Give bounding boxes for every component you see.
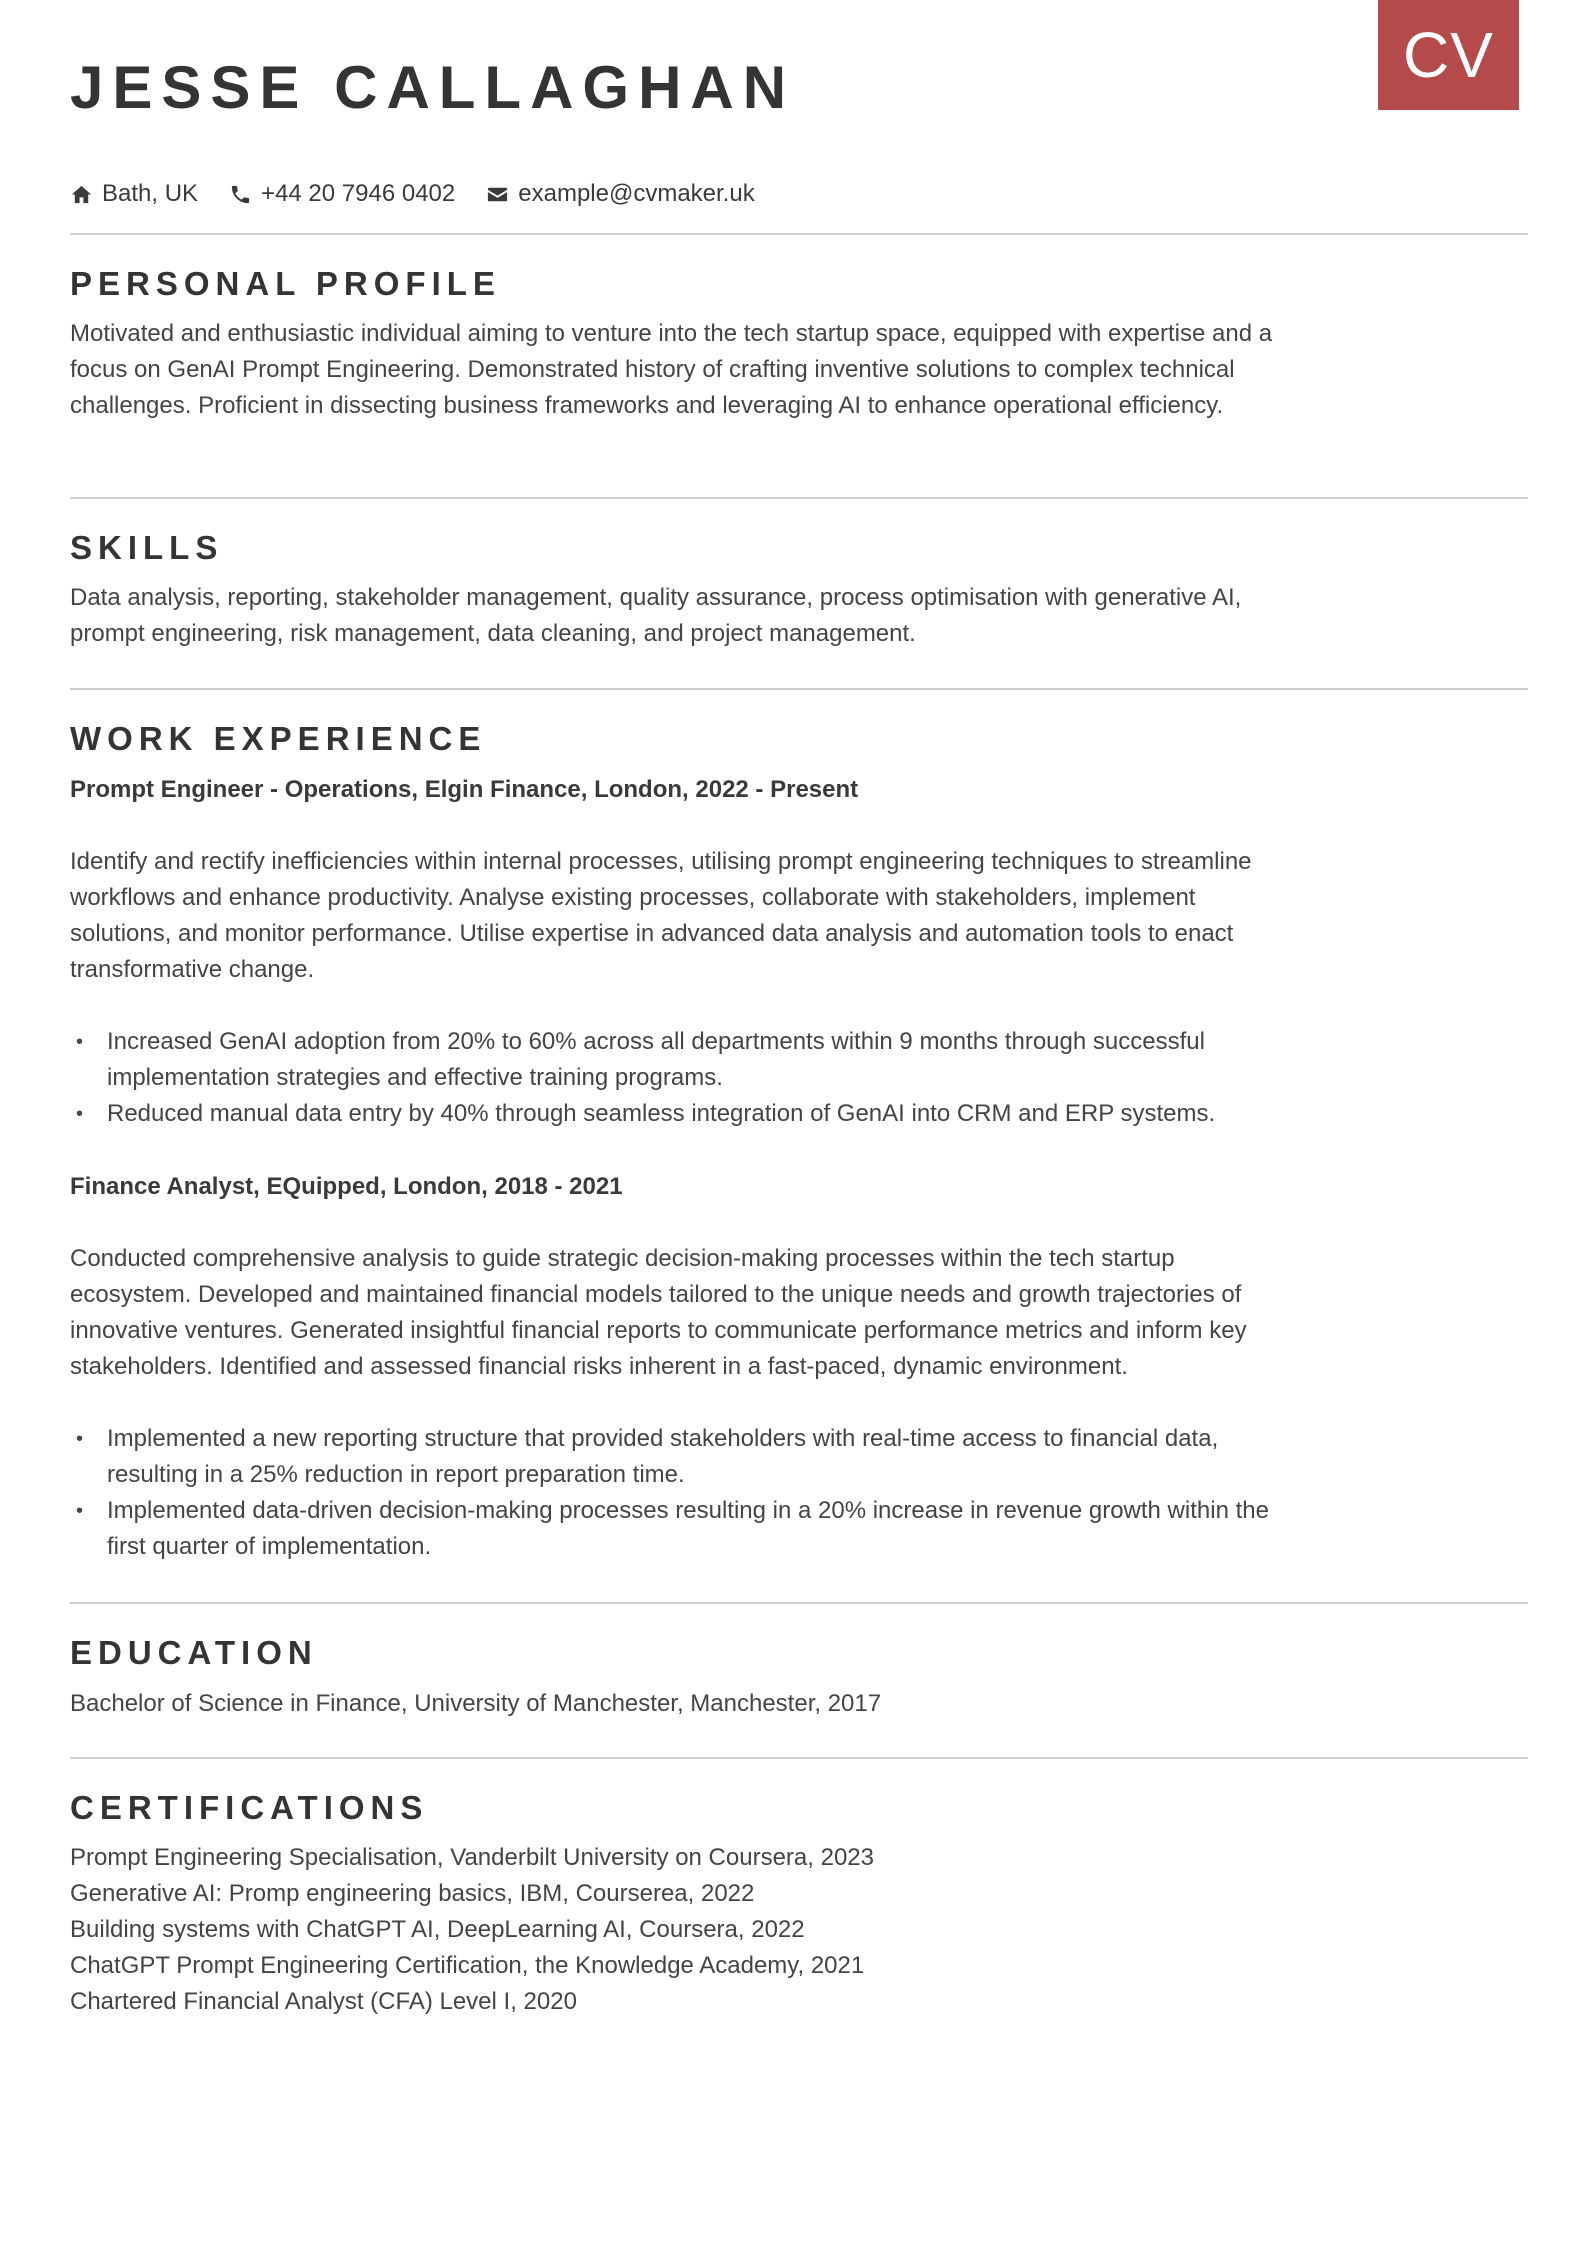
candidate-name: JESSE CALLAGHAN: [70, 54, 796, 121]
list-item: Generative AI: Promp engineering basics, IBM, Courserea, 2022: [70, 1880, 755, 1907]
job-achievements: [70, 1421, 1285, 1565]
section-title-skills: SKILLS: [70, 529, 224, 566]
bullet-icon: •: [76, 1428, 84, 1450]
section-title-experience: WORK EXPERIENCE: [70, 720, 487, 757]
list-item: ChatGPT Prompt Engineering Certification, the Knowledge Academy, 2021: [70, 1952, 865, 1979]
email-text[interactable]: example@cvmaker.uk: [518, 180, 755, 207]
job-title: Prompt Engineer - Operations, Elgin Finance, London, 2022 - Present: [70, 776, 859, 803]
list-item: [70, 1024, 1285, 1096]
divider: [70, 233, 1528, 235]
list-item: [70, 1096, 1285, 1132]
achievement-text: Reduced manual data entry by 40% through seamless integration of GenAI into CRM and ERP systems.: [107, 1100, 1216, 1127]
achievement-text: Implemented a new reporting structure that provided stakeholders with real-time access to financial data, resulting in a 25% reduction in report preparation time.: [107, 1425, 1219, 1488]
job-description: Identify and rectify inefficiencies within internal processes, utilising prompt engineering techniques to streamline workflows and enhance productivity. Analyse existing processes, collaborate with stakeholders, implement solutions, and monitor performance. Utilise expertise in advanced data analysis and automation tools to enact transformative change.: [70, 848, 1252, 983]
job-title: Finance Analyst, EQuipped, London, 2018 - 2021: [70, 1173, 623, 1200]
list-item: Building systems with ChatGPT AI, DeepLearning AI, Coursera, 2022: [70, 1916, 805, 1943]
list-item: Prompt Engineering Specialisation, Vanderbilt University on Coursera, 2023: [70, 1844, 874, 1871]
list-item: [70, 1493, 1285, 1565]
bullet-icon: •: [76, 1031, 84, 1053]
divider: [70, 1602, 1528, 1604]
contact-email: [486, 176, 754, 212]
list-item: Chartered Financial Analyst (CFA) Level I, 2020: [70, 1988, 577, 2015]
section-title-education: EDUCATION: [70, 1634, 318, 1671]
profile-text: Motivated and enthusiastic individual aiming to venture into the tech startup space, equipped with expertise and a focus on GenAI Prompt Engineering. Demonstrated history of crafting inventive solutions to complex technical challenges. Proficient in dissecting business frameworks and leveraging AI to enhance operational efficiency.: [70, 320, 1273, 419]
contact-bar: [70, 176, 786, 212]
envelope-icon: [486, 183, 509, 206]
divider: [70, 497, 1528, 499]
certifications-list: [70, 1840, 874, 2020]
job-achievements: [70, 1024, 1285, 1132]
education-text: Bachelor of Science in Finance, University of Manchester, Manchester, 2017: [70, 1690, 882, 1717]
bullet-icon: •: [76, 1500, 84, 1522]
divider: [70, 1757, 1528, 1759]
achievement-text: Implemented data-driven decision-making processes resulting in a 20% increase in revenue growth within the first quarter of implementation.: [107, 1497, 1269, 1560]
phone-icon: [229, 183, 252, 206]
skills-text: Data analysis, reporting, stakeholder management, quality assurance, process optimisation with generative AI, prompt engineering, risk management, data cleaning, and project management.: [70, 584, 1242, 647]
achievement-text: Increased GenAI adoption from 20% to 60% across all departments within 9 months through successful implementation strategies and effective training programs.: [107, 1028, 1205, 1091]
contact-phone: [229, 176, 455, 212]
home-icon: [70, 183, 93, 206]
bullet-icon: •: [76, 1103, 84, 1125]
list-item: [70, 1421, 1285, 1493]
section-title-profile: PERSONAL PROFILE: [70, 265, 501, 302]
phone-text[interactable]: +44 20 7946 0402: [261, 180, 456, 207]
location-text: Bath, UK: [102, 180, 199, 207]
section-title-certifications: CERTIFICATIONS: [70, 1789, 429, 1826]
divider: [70, 688, 1528, 690]
job-description: Conducted comprehensive analysis to guide strategic decision-making processes within the tech startup ecosystem. Developed and maintained financial models tailored to the unique needs and growth trajectories of innovative ventures. Generated insightful financial reports to communicate performance metrics and inform key stakeholders. Identified and assessed financial risks inherent in a fast-paced, dynamic environment.: [70, 1245, 1247, 1380]
contact-location: [70, 176, 198, 212]
cv-badge: CV: [1378, 0, 1519, 110]
